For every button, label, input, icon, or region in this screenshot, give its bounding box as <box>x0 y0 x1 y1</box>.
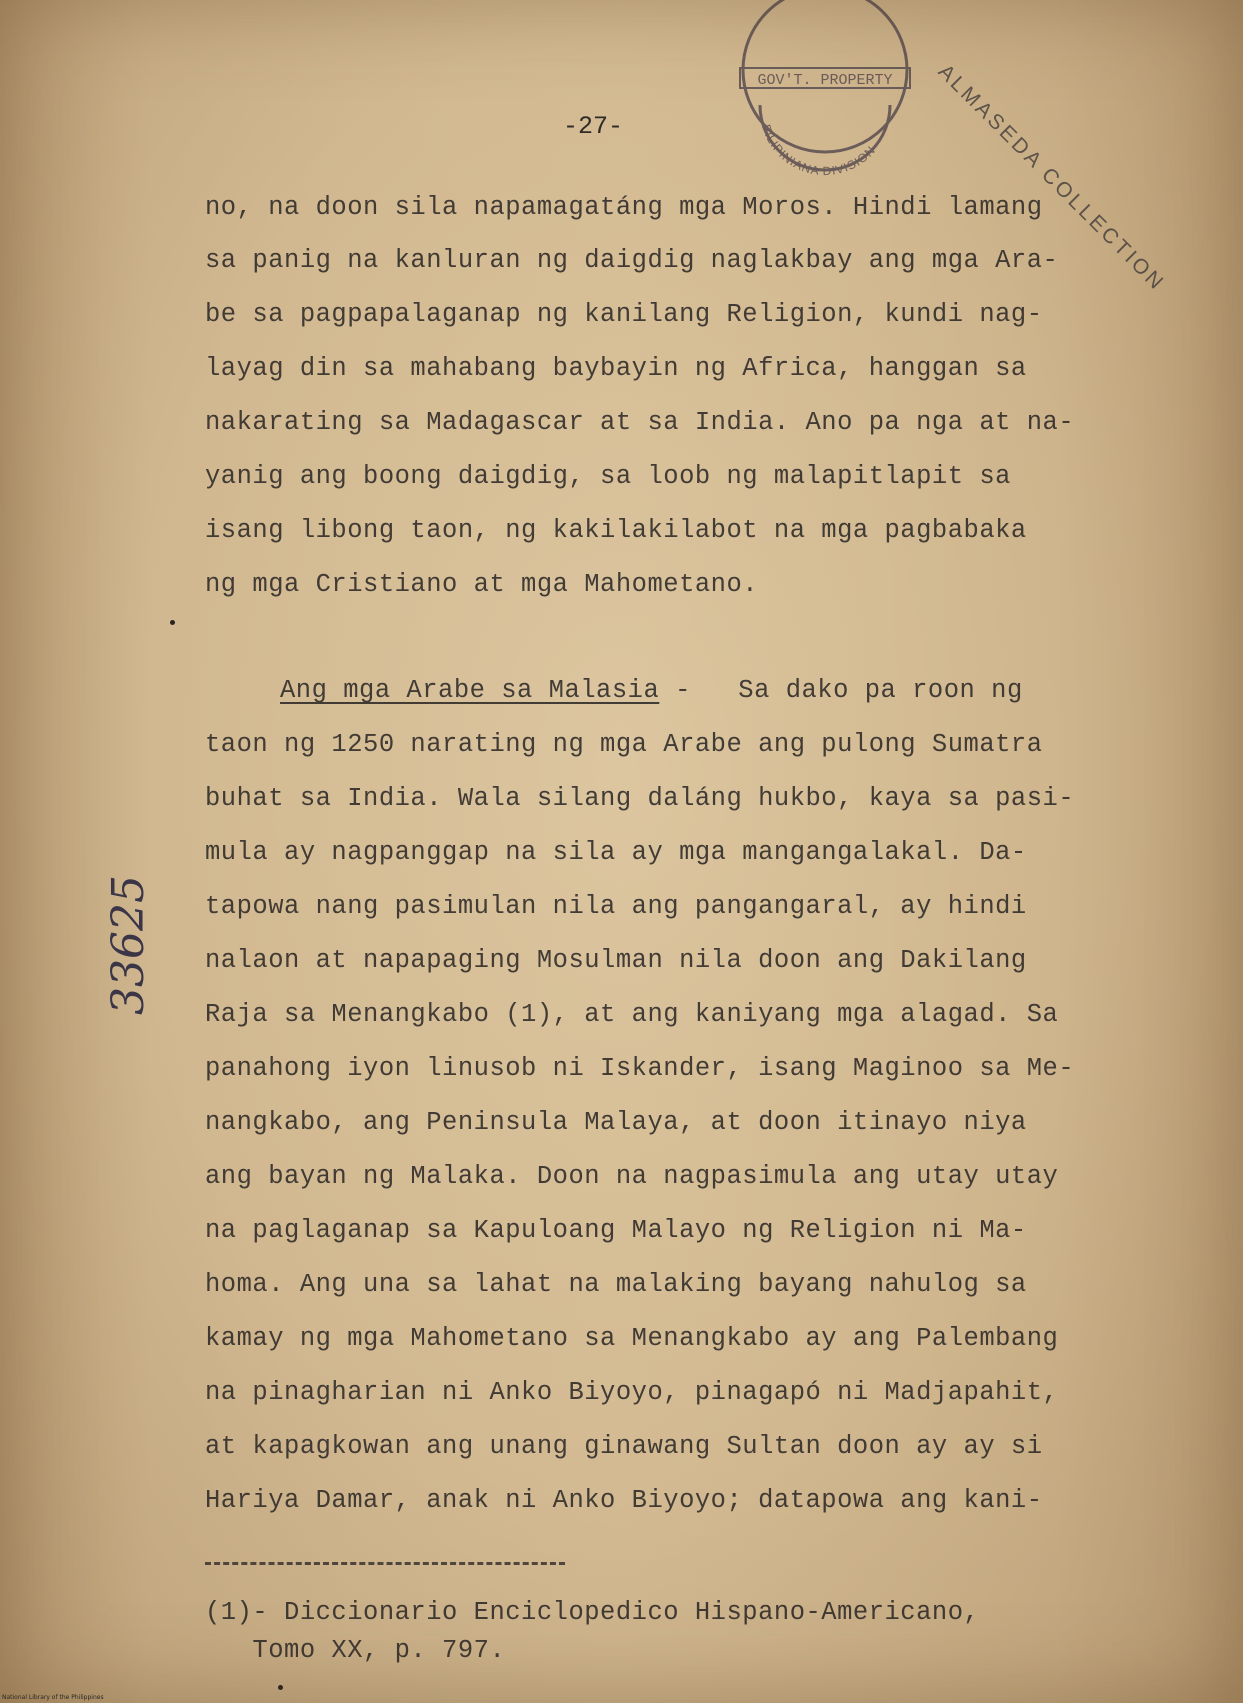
paragraph1-line: ng mga Cristiano at mga Mahometano. <box>205 570 759 599</box>
paragraph2-line: panahong iyon linusob ni Iskander, isang Maginoo sa Me- <box>205 1054 1075 1083</box>
paragraph1-line: yanig ang boong daigdig, sa loob ng malapitlapit sa <box>205 462 1011 491</box>
paragraph2-line: na paglaganap sa Kapuloang Malayo ng Religion ni Ma- <box>205 1216 1027 1245</box>
paragraph2-line: taon ng 1250 narating ng mga Arabe ang pulong Sumatra <box>205 730 1043 759</box>
ink-dot <box>278 1685 283 1690</box>
paragraph2-line: na pinagharian ni Anko Biyoyo, pinagapó ni Madjapahit, <box>205 1378 1059 1407</box>
page-number: -27- <box>563 112 624 141</box>
ink-dot <box>170 620 175 625</box>
footnote-line: (1)- Diccionario Enciclopedico Hispano-Americano, <box>205 1598 980 1627</box>
paragraph1-line: no, na doon sila napamagatáng mga Moros. Hindi lamang <box>205 193 1043 222</box>
paragraph2-line: Hariya Damar, anak ni Anko Biyoyo; datapowa ang kani- <box>205 1486 1043 1515</box>
paragraph2-line: mula ay nagpanggap na sila ay mga mangangalakal. Da- <box>205 838 1027 867</box>
paragraph2-line: buhat sa India. Wala silang daláng hukbo, kaya sa pasi- <box>205 784 1075 813</box>
paragraph1-line: sa panig na kanluran ng daigdig naglakbay ang mga Ara- <box>205 246 1059 275</box>
section-heading-line <box>280 676 1023 705</box>
stamp-top-text: GOV'T. PROPERTY <box>757 72 893 89</box>
paragraph2-line: nangkabo, ang Peninsula Malaya, at doon itinayo niya <box>205 1108 1027 1137</box>
paragraph2-line: ang bayan ng Malaka. Doon na nagpasimula ang utay utay <box>205 1162 1059 1191</box>
paragraph2-line: at kapagkowan ang unang ginawang Sultan doon ay ay si <box>205 1432 1043 1461</box>
paragraph2-line: nalaon at napapaging Mosulman nila doon ang Dakilang <box>205 946 1027 975</box>
library-credit: National Library of the Philippines <box>2 1694 104 1701</box>
paragraph1-line: be sa pagpapalaganap ng kanilang Religion, kundi nag- <box>205 300 1043 329</box>
footnote-rule <box>205 1562 565 1565</box>
stamp-bottom-text: FILIPINIANA DIVISION <box>759 122 879 179</box>
handwritten-number: 33625 <box>103 875 154 1015</box>
paragraph2-line: Raja sa Menangkabo (1), at ang kaniyang mga alagad. Sa <box>205 1000 1059 1029</box>
svg-text:NATIONAL LIB <box>777 0 859 2</box>
government-property-stamp <box>720 0 930 190</box>
section-heading: Ang mga Arabe sa Malasia <box>280 676 660 705</box>
section-dash: - <box>659 676 707 705</box>
paragraph1-line: isang libong taon, ng kakilakilabot na mga pagbabaka <box>205 516 1027 545</box>
paragraph2-line: tapowa nang pasimulan nila ang pangangaral, ay hindi <box>205 892 1027 921</box>
paragraph2-line: kamay ng mga Mahometano sa Menangkabo ay ang Palembang <box>205 1324 1059 1353</box>
handwritten-note <box>95 840 165 1020</box>
paragraph1-line: nakarating sa Madagascar at sa India. Ano pa nga at na- <box>205 408 1075 437</box>
footnote-line: Tomo XX, p. 797. <box>205 1636 506 1665</box>
paragraph1-line: layag din sa mahabang baybayin ng Africa, hanggan sa <box>205 354 1027 383</box>
paragraph2-line: homa. Ang una sa lahat na malaking bayang nahulog sa <box>205 1270 1027 1299</box>
stamp-outer-text <box>777 0 859 2</box>
paragraph2-first-line: Sa dako pa roon ng <box>738 676 1023 705</box>
collection-stamp: ALMASEDA COLLECTION <box>933 60 1170 296</box>
